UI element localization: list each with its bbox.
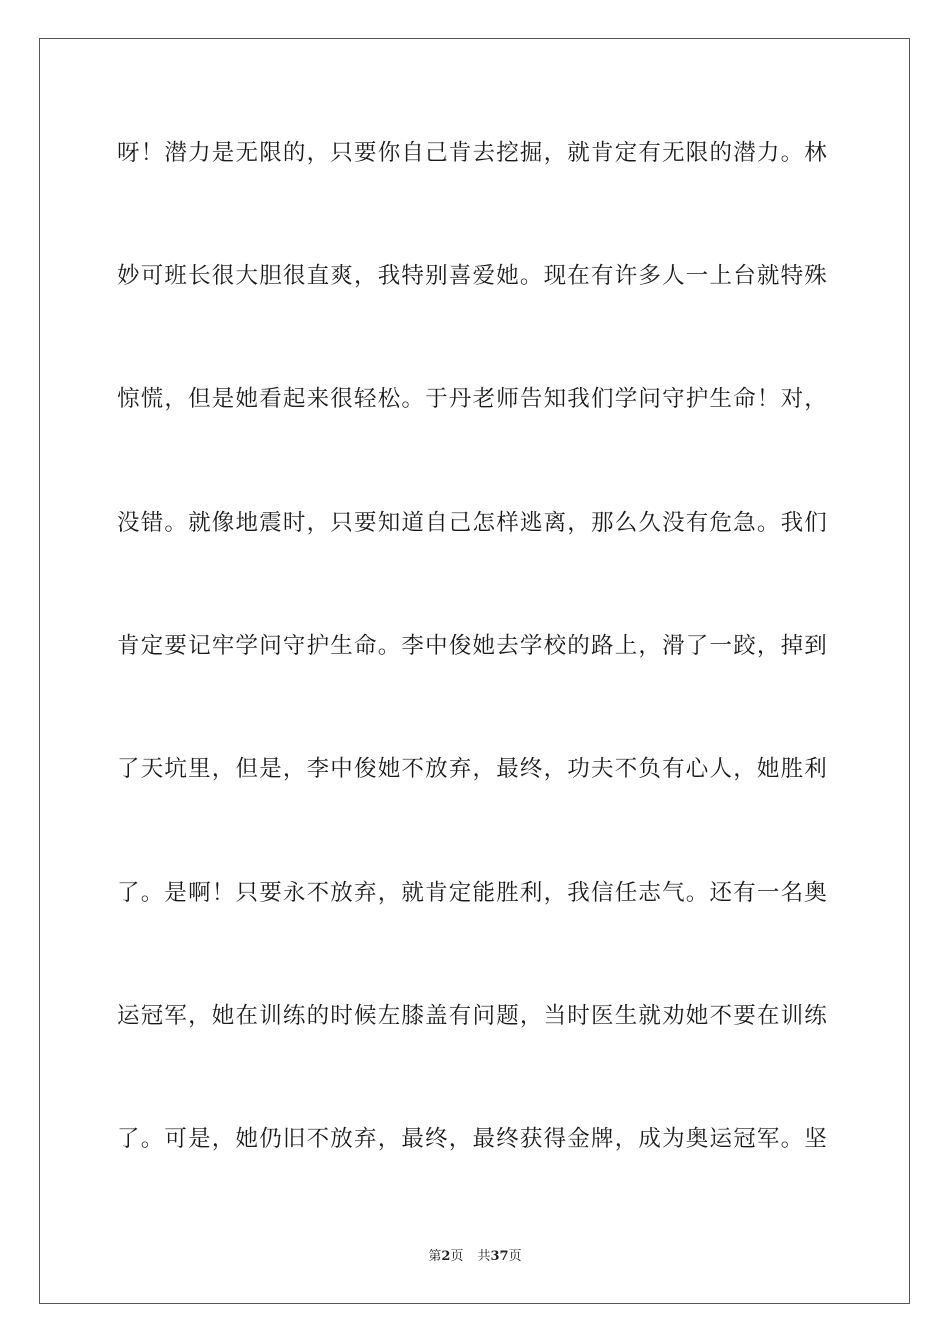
total-prefix: 共	[477, 1249, 491, 1264]
page-prefix: 第	[428, 1249, 442, 1264]
body-text-line: 了天坑里，但是，李中俊她不放弃，最终，功夫不负有心人，她胜利	[117, 756, 829, 782]
body-text-line: 妙可班长很大胆很直爽，我特别喜爱她。现在有许多人一上台就特殊	[117, 263, 829, 289]
body-text-line: 没错。就像地震时，只要知道自己怎样逃离，那么久没有危急。我们	[117, 510, 829, 536]
page-border	[39, 38, 910, 1304]
page-number: 2	[441, 1249, 451, 1264]
page-footer	[0, 1248, 950, 1266]
body-text-line: 惊慌，但是她看起来很轻松。于丹老师告知我们学问守护生命！对，	[117, 386, 829, 412]
body-text-line: 了。是啊！只要永不放弃，就肯定能胜利，我信任志气。还有一名奥	[117, 880, 829, 906]
body-text-line: 了。可是，她仍旧不放弃，最终，最终获得金牌，成为奥运冠军。坚	[117, 1126, 829, 1152]
total-suffix: 页	[508, 1249, 522, 1264]
total-pages: 37	[490, 1249, 509, 1264]
body-text-line: 肯定要记牢学问守护生命。李中俊她去学校的路上，滑了一跤，掉到	[117, 633, 829, 659]
body-text-line: 呀！潜力是无限的，只要你自己肯去挖掘，就肯定有无限的潜力。林	[117, 140, 829, 166]
page-suffix: 页	[450, 1249, 464, 1264]
body-text-line: 运冠军，她在训练的时候左膝盖有问题，当时医生就劝她不要在训练	[117, 1003, 829, 1029]
